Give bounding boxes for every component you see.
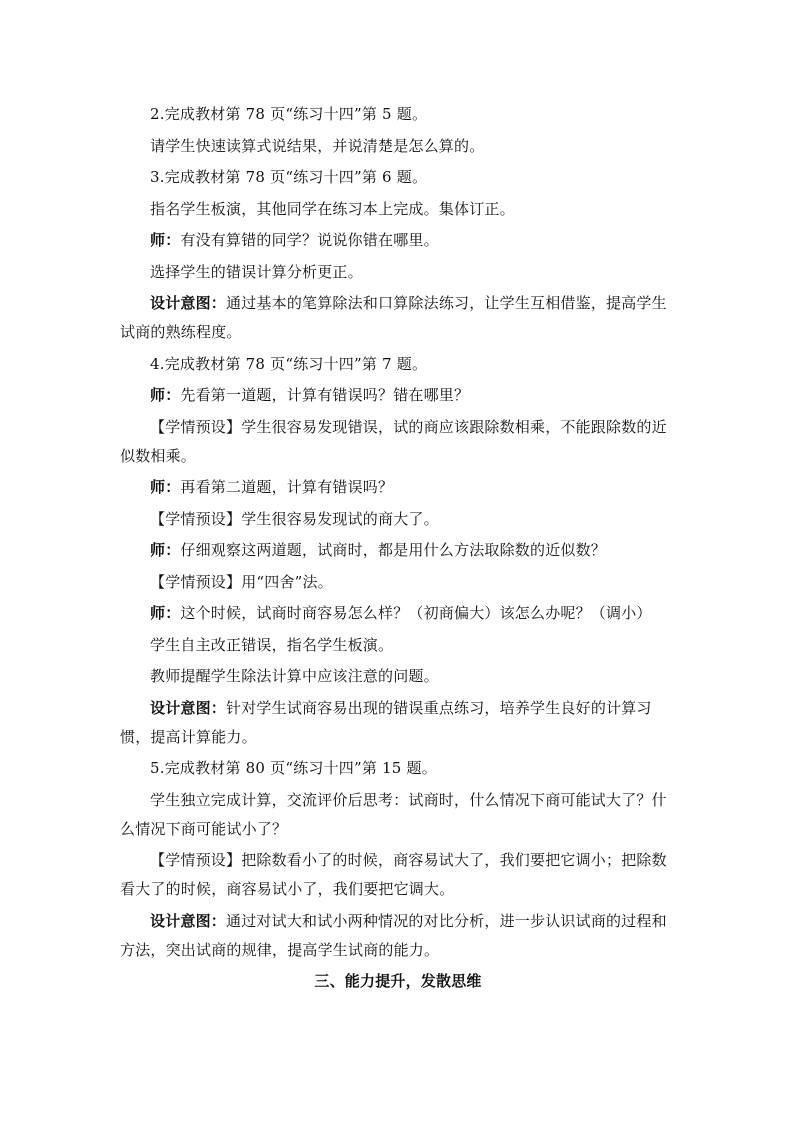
paragraph-text: 选择学生的错误计算分析更正。 <box>150 262 363 281</box>
paragraph-text: 2.完成教材第 78 页“练习十四”第 5 题。 <box>150 105 428 123</box>
paragraph-text: 学生独立完成计算，交流评价后思考：试商时，什么情况下商可能试大了？什么情况下商可能试小了？ <box>120 790 667 838</box>
paragraph-text: 请学生快速读算式说结果，并说清楚是怎么算的。 <box>150 136 485 155</box>
paragraph-1 <box>120 100 676 129</box>
paragraph-text: 4.完成教材第 78 页“练习十四”第 7 题。 <box>150 354 428 373</box>
paragraph-8 <box>120 350 676 379</box>
paragraph-text: 针对学生试商容易出现的错误重点练习，培养学生良好的计算习惯，提高计算能力。 <box>120 698 652 746</box>
paragraph-21 <box>120 846 676 904</box>
paragraph-18 <box>120 694 676 752</box>
paragraph-lead: 设计意图： <box>150 911 227 930</box>
paragraph-text: 【学情预设】用“四舍”法。 <box>150 572 333 591</box>
paragraph-text: 【学情预设】把除数看小了的时候，商容易试大了，我们要把它调小；把除数看大了的时候，商容易试小了，我们要把它调大。 <box>120 851 667 898</box>
paragraph-lead: 师： <box>150 231 181 249</box>
paragraph-text: 通过对试大和试小两种情况的对比分析，进一步认识试商的过程和方法，突出试商的规律，提高学生试商的能力。 <box>120 911 667 959</box>
paragraph-9 <box>120 381 676 410</box>
paragraph-lead: 设计意图： <box>150 294 227 312</box>
paragraph-15 <box>120 599 676 628</box>
paragraph-lead: 师： <box>150 478 181 496</box>
paragraph-text: 学生自主改正错误，指名学生板演。 <box>150 635 394 654</box>
paragraph-lead: 师： <box>150 541 181 559</box>
paragraph-20 <box>120 786 676 844</box>
paragraph-lead: 师： <box>150 604 181 622</box>
paragraph-2 <box>120 132 676 161</box>
paragraph-text: 这个时候，试商时商容易怎么样？（初商偏大）该怎么办呢？（调小） <box>180 604 652 622</box>
paragraph-text: 5.完成教材第 80 页“练习十四”第 15 题。 <box>150 759 437 777</box>
section-heading: 三、能力提升，发散思维 <box>314 972 482 990</box>
paragraph-17 <box>120 662 676 691</box>
paragraph-6 <box>120 258 676 287</box>
paragraph-4 <box>120 195 676 224</box>
paragraph-text: 通过基本的笔算除法和口算除法练习，让学生互相借鉴，提高学生试商的熟练程度。 <box>120 294 667 341</box>
paragraph-5 <box>120 226 676 255</box>
paragraph-22 <box>120 907 676 965</box>
document-body <box>120 100 676 999</box>
paragraph-19 <box>120 754 676 783</box>
paragraph-text: 有没有算错的同学？说说你错在哪里。 <box>180 231 439 249</box>
paragraph-11 <box>120 473 676 502</box>
paragraph-text: 【学情预设】学生很容易发现试的商大了。 <box>150 509 439 528</box>
paragraph-text: 仔细观察这两道题，试商时，都是用什么方法取除数的近似数？ <box>180 541 607 559</box>
paragraph-12 <box>120 505 676 534</box>
paragraph-text: 再看第二道题，计算有错误吗？ <box>180 478 394 496</box>
paragraph-text: 指名学生板演，其他同学在练习本上完成。集体订正。 <box>150 199 515 218</box>
paragraph-13 <box>120 536 676 565</box>
paragraph-text: 【学情预设】学生很容易发现错误，试的商应该跟除数相乘，不能跟除数的近似数相乘。 <box>120 417 667 465</box>
paragraph-text: 教师提醒学生除法计算中应该注意的问题。 <box>150 667 439 685</box>
paragraph-lead: 师： <box>150 386 181 404</box>
paragraph-7 <box>120 289 676 347</box>
paragraph-text: 3.完成教材第 78 页“练习十四”第 6 题。 <box>150 168 428 186</box>
paragraph-10 <box>120 413 676 471</box>
paragraph-14 <box>120 568 676 597</box>
paragraph-lead: 设计意图： <box>150 698 227 717</box>
paragraph-3 <box>120 163 676 192</box>
paragraph-16 <box>120 631 676 660</box>
paragraph-text: 先看第一道题，计算有错误吗？错在哪里？ <box>180 386 470 404</box>
